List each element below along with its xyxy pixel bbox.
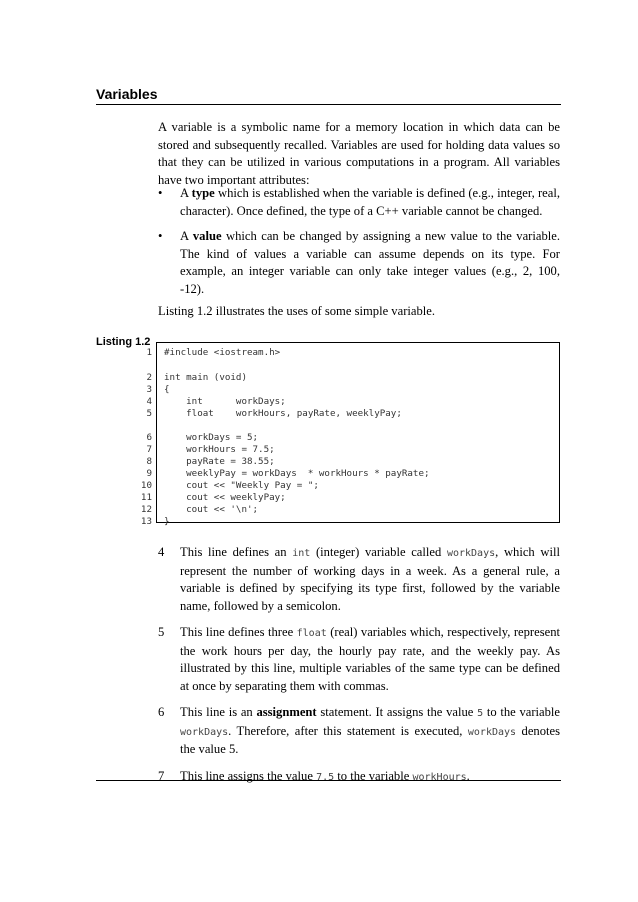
inline-code: int xyxy=(292,548,311,559)
code-text: float workHours, payRate, weeklyPay; xyxy=(164,408,402,419)
line-number: 10 xyxy=(140,480,152,491)
term-assignment: assignment xyxy=(256,705,317,719)
code-text: cout << weeklyPay; xyxy=(164,492,286,503)
note-item: 4 This line defines an int (integer) variable called workDays, which will represent the number of working days in a week. As a general rule, a variable is defined by specifying its type first, followed by the variable name, followed by a semicolon. xyxy=(158,545,560,613)
top-rule xyxy=(96,104,561,105)
term-value: value xyxy=(192,229,222,243)
code-text: weeklyPay = workDays * workHours * payRate; xyxy=(164,468,430,479)
inline-code: workDays xyxy=(467,726,517,738)
inline-code: 5 xyxy=(477,708,484,719)
attribute-list xyxy=(158,185,560,306)
inline-code: workDays xyxy=(446,548,496,559)
intro-paragraph: A variable is a symbolic name for a memory location in which data can be stored and subsequently recalled. Variables are used for holding data values so that they can be utilized in various computations in a program. All variables have two important attributes: xyxy=(158,120,560,187)
bullet-glyph: • xyxy=(158,186,163,200)
listing-intro: Listing 1.2 illustrates the uses of some simple variable. xyxy=(158,304,436,318)
line-notes xyxy=(158,544,560,795)
line-number: 11 xyxy=(140,492,152,503)
note-item: 7 This line assigns the value 7.5 to the variable workHours. xyxy=(158,768,560,787)
code-text: } xyxy=(164,516,170,527)
line-number: 5 xyxy=(146,408,152,419)
line-number: 13 xyxy=(140,516,152,527)
code-text: cout << "Weekly Pay = "; xyxy=(164,480,319,491)
line-number: 8 xyxy=(146,456,152,467)
listing-label: Listing 1.2 xyxy=(96,336,151,348)
code-text: payRate = 38.55; xyxy=(164,456,275,467)
code-text: cout << '\n'; xyxy=(164,504,259,515)
code-text: int workDays; xyxy=(164,396,286,407)
code-text: #include <iostream.h> xyxy=(164,347,281,358)
inline-code: workDays xyxy=(180,726,229,738)
bullet-glyph: • xyxy=(158,229,163,243)
line-number: 3 xyxy=(146,384,152,395)
note-item: 5 This line defines three float (real) variables which, respectively, represent the work hours per day, the hourly pay rate, and the weekly pay. As illustrated by this line, multiple variables of the same type can be defined at once by separating them with commas. xyxy=(158,625,560,693)
line-number: 2 xyxy=(146,372,152,383)
list-item: • A value which can be changed by assigning a new value to the variable. The kind of values a variable can assume depends on its type. For example, an integer variable can only take integer values (e.g., 2, 100, -12). xyxy=(158,229,560,296)
line-number: 7 xyxy=(146,444,152,455)
line-number: 9 xyxy=(146,468,152,479)
inline-code: float xyxy=(296,628,327,639)
note-number: 5 xyxy=(158,625,165,639)
line-number: 6 xyxy=(146,432,152,443)
note-number: 6 xyxy=(158,705,165,719)
list-item: • A type which is established when the variable is defined (e.g., integer, real, character). Once defined, the type of a C++ variable cannot be changed. xyxy=(158,186,560,218)
note-number: 7 xyxy=(158,768,165,783)
code-text: int main (void) xyxy=(164,372,247,383)
line-number: 4 xyxy=(146,396,152,407)
line-number: 1 xyxy=(146,347,152,358)
line-number: 12 xyxy=(140,504,152,515)
inline-code: 7.5 xyxy=(316,771,335,783)
section-title: Variables xyxy=(96,86,158,102)
term-type: type xyxy=(191,186,215,200)
code-text: workDays = 5; xyxy=(164,432,259,443)
note-item: 6 This line is an assignment statement. It assigns the value 5 to the variable workDays. Therefore, after this statement is executed, workDays denotes the value 5. xyxy=(158,705,560,756)
inline-code: workHours xyxy=(412,771,467,783)
note-number: 4 xyxy=(158,545,165,559)
code-text: { xyxy=(164,384,170,395)
code-text: workHours = 7.5; xyxy=(164,444,275,455)
